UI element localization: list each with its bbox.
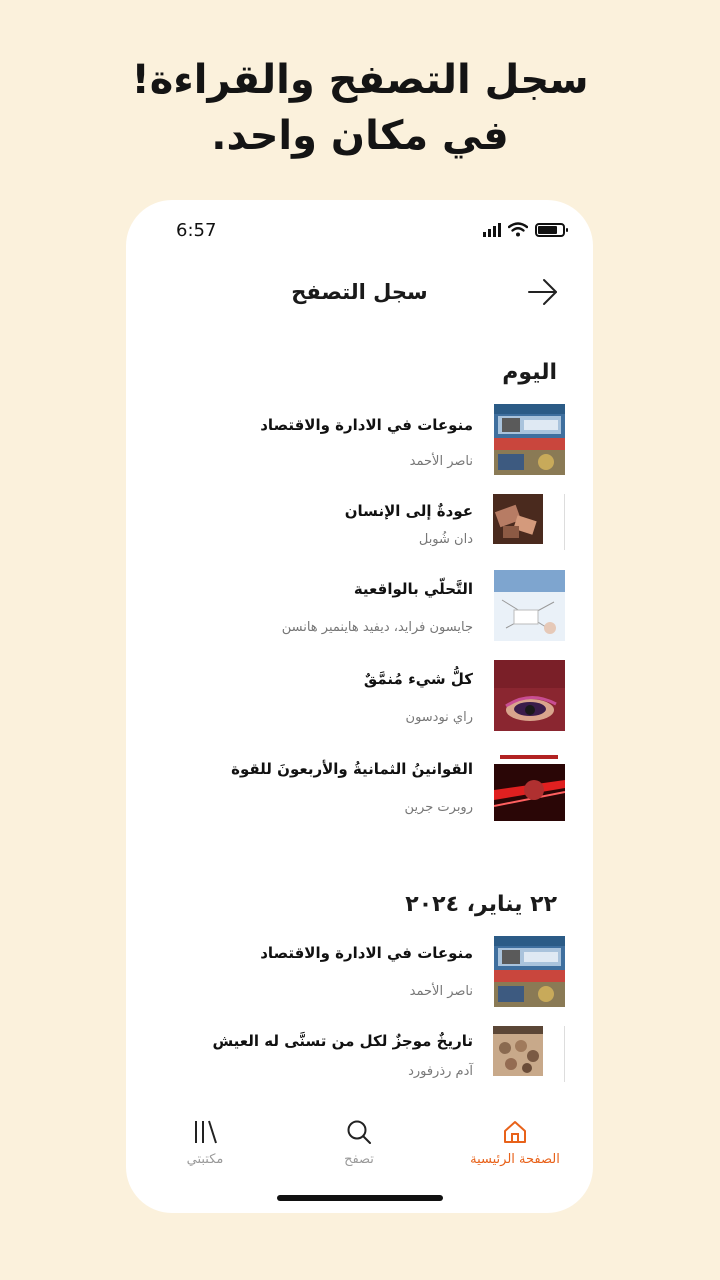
book-cover <box>493 1026 543 1076</box>
book-title: القوانينُ الثمانيةُ والأربعونَ للقوة <box>231 760 473 778</box>
home-icon <box>501 1118 529 1146</box>
section-header-today: اليوم <box>502 360 557 385</box>
battery-icon <box>535 223 565 237</box>
book-author: ناصر الأحمد <box>409 454 473 469</box>
book-cover <box>493 494 543 544</box>
library-icon <box>191 1118 219 1146</box>
book-title: منوعات في الادارة والاقتصاد <box>260 416 473 434</box>
book-cover <box>494 936 565 1007</box>
nav-browse-label: تصفح <box>344 1152 374 1167</box>
signal-icon <box>483 223 501 237</box>
book-title: التَّحلّي بالواقعية <box>353 580 473 598</box>
book-author: دان شُوبل <box>418 532 473 547</box>
book-cover <box>494 660 565 731</box>
bottom-nav <box>126 1110 593 1180</box>
history-item[interactable] <box>126 1026 593 1106</box>
promo-headline <box>0 52 720 164</box>
nav-home[interactable] <box>455 1118 575 1167</box>
book-title: كلُّ شيء مُنمَّقٌ <box>363 670 473 688</box>
history-item[interactable] <box>126 750 593 830</box>
history-item[interactable] <box>126 570 593 650</box>
book-author: آدم رذرفورد <box>408 1064 473 1079</box>
book-title: عودةٌ إلى الإنسان <box>344 502 473 520</box>
promo-line-2: في مكان واحد. <box>211 113 509 159</box>
book-author: راي نودسون <box>405 710 473 725</box>
nav-home-label: الصفحة الرئيسية <box>470 1152 560 1167</box>
history-item[interactable] <box>126 936 593 1016</box>
nav-browse[interactable] <box>299 1118 419 1167</box>
history-item[interactable] <box>126 404 593 484</box>
page-title: سجل التصفح <box>291 280 428 304</box>
home-indicator <box>277 1195 443 1201</box>
book-cover <box>494 404 565 475</box>
cover-spine <box>564 494 565 550</box>
history-item[interactable] <box>126 494 593 574</box>
book-title: منوعات في الادارة والاقتصاد <box>260 944 473 962</box>
nav-library-label: مكتبتي <box>186 1152 224 1167</box>
section-header-date: ٢٢ يناير، ٢٠٢٤ <box>405 892 557 917</box>
status-icons <box>483 222 565 237</box>
search-icon <box>345 1118 373 1146</box>
wifi-icon <box>508 222 528 237</box>
nav-library[interactable] <box>145 1118 265 1167</box>
promo-line-1: سجل التصفح والقراءة! <box>131 57 589 103</box>
book-author: ناصر الأحمد <box>409 984 473 999</box>
status-time: 6:57 <box>176 220 217 241</box>
book-cover <box>494 750 565 821</box>
book-title: تاريخٌ موجزٌ لكل من تسنَّى له العيش <box>212 1032 473 1050</box>
phone-frame <box>126 200 593 1213</box>
book-author: جايسون فرايد، ديفيد هاينمير هانسن <box>281 620 473 635</box>
history-item[interactable] <box>126 660 593 740</box>
book-cover <box>494 570 565 641</box>
cover-spine <box>564 1026 565 1082</box>
book-author: روبرت جرين <box>404 800 473 815</box>
